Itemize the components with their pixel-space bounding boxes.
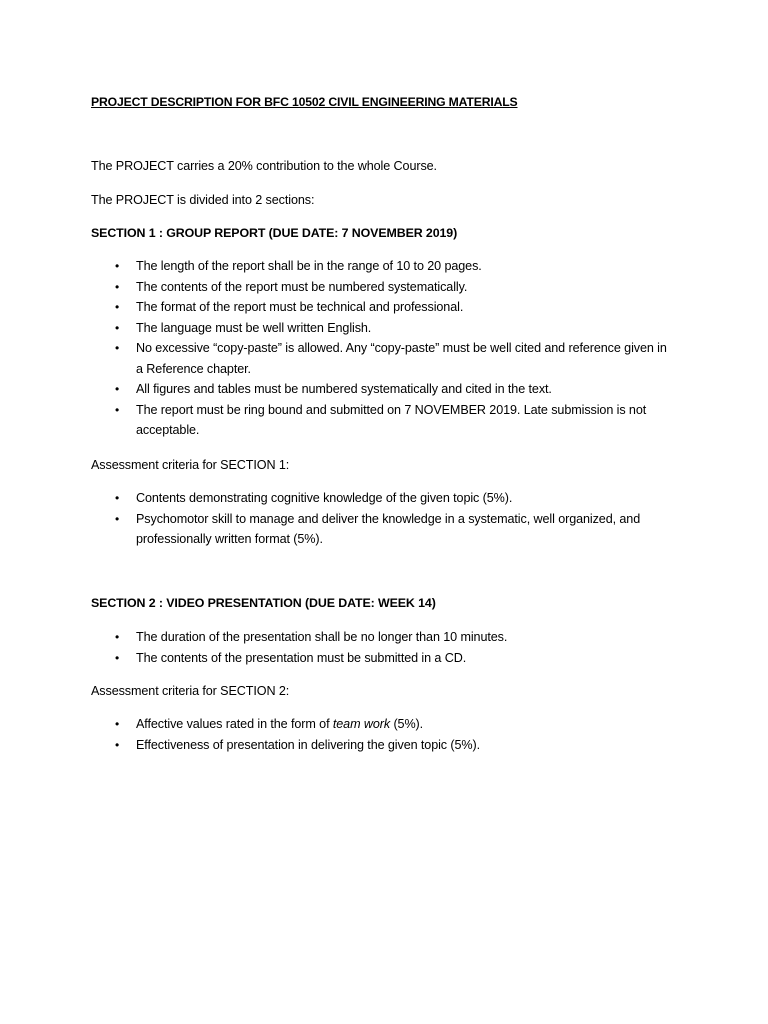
section2-heading: SECTION 2 : VIDEO PRESENTATION (DUE DATE: WEEK 14): [91, 596, 436, 610]
criteria-text-start: Affective values rated in the form of: [136, 717, 333, 731]
list-item: [0, 509, 671, 550]
list-item: [0, 735, 671, 756]
list-item-text: All figures and tables must be numbered systematically and cited in the text.: [136, 382, 552, 396]
list-item: [0, 297, 671, 318]
list-item: [0, 714, 671, 735]
bullet-icon: •: [115, 341, 120, 355]
section1-criteria-list: [0, 488, 671, 550]
list-item-text: Contents demonstrating cognitive knowledge of the given topic (5%).: [136, 491, 513, 505]
list-item: [0, 627, 671, 648]
bullet-icon: •: [115, 650, 120, 665]
document-title: PROJECT DESCRIPTION FOR BFC 10502 CIVIL ENGINEERING MATERIALS: [91, 95, 518, 109]
section1-requirements-list: [0, 256, 671, 441]
criteria-text-end: (5%).: [390, 717, 424, 731]
list-item: [0, 338, 671, 379]
intro-sections: The PROJECT is divided into 2 sections:: [91, 193, 315, 207]
intro-contribution: The PROJECT carries a 20% contribution to the whole Course.: [91, 159, 437, 173]
list-item-text: The duration of the presentation shall be no longer than 10 minutes.: [136, 630, 508, 644]
bullet-icon: •: [115, 320, 120, 335]
section1-heading: SECTION 1 : GROUP REPORT (DUE DATE: 7 NOVEMBER 2019): [91, 226, 458, 240]
section2-criteria-label: Assessment criteria for SECTION 2:: [91, 684, 290, 698]
list-item-text: [136, 714, 671, 735]
bullet-icon: •: [115, 300, 120, 314]
list-item-text: The contents of the presentation must be submitted in a CD.: [136, 650, 467, 665]
bullet-icon: •: [115, 382, 120, 396]
section2-criteria-list: [0, 714, 671, 755]
list-item-text: Effectiveness of presentation in delivering the given topic (5%).: [136, 737, 480, 752]
list-item: [0, 318, 671, 339]
list-item: [0, 379, 671, 400]
bullet-icon: •: [115, 630, 120, 644]
list-item-text: Psychomotor skill to manage and deliver the knowledge in a systematic, well organized, and professionally written format (5%).: [136, 511, 641, 546]
bullet-icon: •: [115, 717, 120, 731]
list-item: [0, 256, 671, 277]
bullet-icon: •: [115, 279, 120, 294]
bullet-icon: •: [115, 402, 120, 417]
list-item-text: The format of the report must be technical and professional.: [136, 300, 464, 314]
section2-requirements-list: [0, 627, 671, 668]
list-item-text: The report must be ring bound and submitted on 7 NOVEMBER 2019. Late submission is not acceptable.: [136, 402, 647, 437]
list-item-text: No excessive “copy-paste” is allowed. Any “copy-paste” must be well cited and reference given in a Reference chapter.: [136, 341, 667, 376]
list-item-text: The length of the report shall be in the range of 10 to 20 pages.: [136, 259, 482, 273]
list-item: [0, 400, 671, 441]
bullet-icon: •: [115, 259, 120, 273]
criteria-emphasis: team work: [332, 717, 391, 731]
list-item: [0, 488, 671, 509]
list-item: [0, 648, 671, 669]
bullet-icon: •: [115, 511, 120, 526]
list-item-text: The language must be well written English.: [136, 320, 372, 335]
list-item: [0, 277, 671, 298]
section1-criteria-label: Assessment criteria for SECTION 1:: [91, 458, 290, 472]
list-item-text: The contents of the report must be numbered systematically.: [136, 279, 468, 294]
bullet-icon: •: [115, 737, 120, 752]
bullet-icon: •: [115, 491, 120, 505]
